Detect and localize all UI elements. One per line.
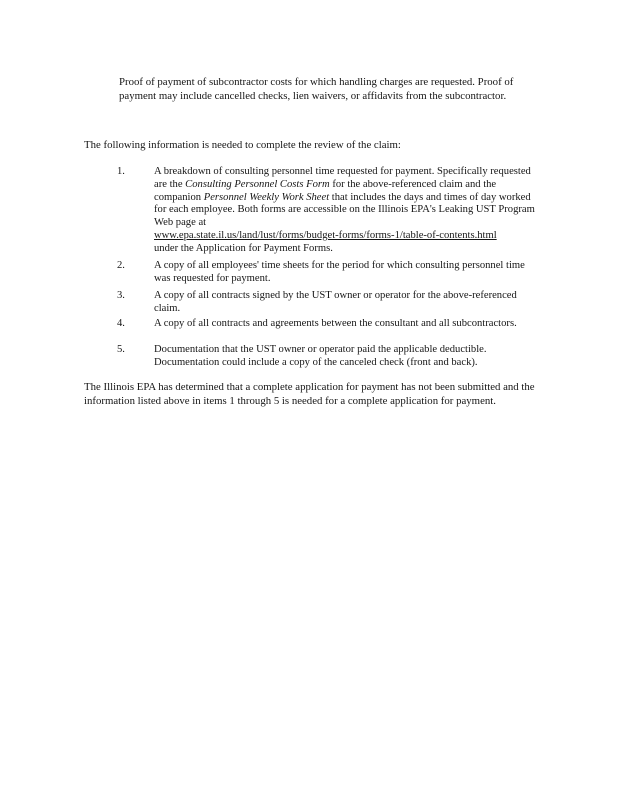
closing-paragraph: The Illinois EPA has determined that a complete application for payment has not been submitted and the information listed above in items 1 through 5 is needed for a complete application for payment. [84, 381, 535, 407]
list-number: 3. [117, 290, 125, 301]
list-item-body: A copy of all contracts signed by the UST owner or operator for the above-referenced claim. [154, 290, 517, 314]
list-item-body [154, 166, 540, 256]
list-number: 1. [117, 166, 125, 177]
item-text: A breakdown of consulting personnel time requested for payment. Specifically requested are the [154, 166, 531, 190]
list-number: 4. [117, 318, 125, 329]
item-text: under the Application for Payment Forms. [154, 242, 333, 254]
proof-of-payment-paragraph: Proof of payment of subcontractor costs for which handling charges are requested. Proof of payment may include cancelled checks, lien waivers, or affidavits from the subcontractor. [119, 76, 514, 102]
form-name: Consulting Personnel Costs Form [185, 178, 330, 190]
form-name: Personnel Weekly Work Sheet [203, 191, 330, 203]
item-text: for the above-referenced claim and the companion [154, 178, 497, 203]
list-item-body: A copy of all employees' time sheets for the period for which consulting personnel time was requested for payment. [154, 260, 525, 284]
list-item-body: Documentation that the UST owner or operator paid the applicable deductible. Documentation could include a copy of the canceled check (front and back). [154, 344, 487, 368]
list-number: 5. [117, 344, 125, 355]
intro-paragraph: The following information is needed to complete the review of the claim: [84, 139, 401, 151]
forms-web-link[interactable]: www.epa.state.il.us/land/lust/forms/budget-forms/forms-1/table-of-contents.html [154, 229, 497, 241]
item-text: that includes the days and times of day worked for each employee. Both forms are accessible on the Illinois EPA's Leaking UST Program Web page at [154, 191, 535, 229]
list-item-body: A copy of all contracts and agreements between the consultant and all subcontractors. [154, 318, 517, 329]
list-number: 2. [117, 260, 125, 271]
